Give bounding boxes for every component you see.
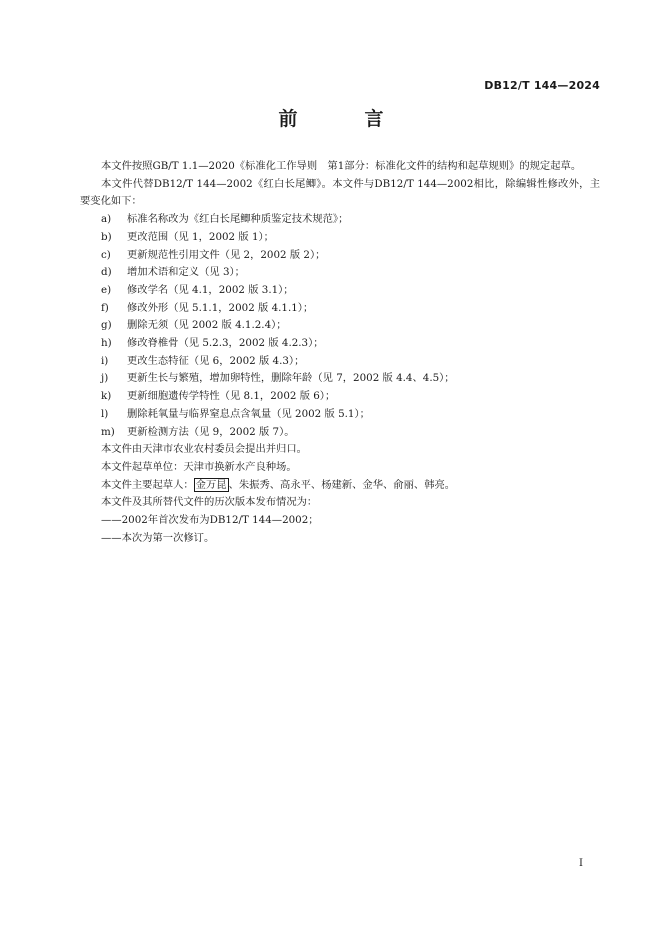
list-marker: d) — [101, 266, 112, 279]
list-item — [80, 406, 600, 424]
paragraph-proposer: 本文件由天津市农业农村委员会提出并归口。 — [101, 443, 307, 456]
changes-list — [80, 211, 600, 441]
list-item-text: 修改学名（见 4.1，2002 版 3.1）； — [127, 283, 294, 296]
list-item — [80, 424, 600, 442]
list-item-text: 删除耗氧量与临界窒息点含氧量（见 2002 版 5.1）； — [127, 407, 370, 420]
list-item-text: 更新生长与繁殖，增加卵特性，删除年龄（见 7，2002 版 4.4、4.5）； — [127, 372, 455, 385]
list-item-text: 标准名称改为《红白长尾鲫种质鉴定技术规范》； — [127, 213, 349, 226]
list-marker: m) — [101, 425, 115, 438]
list-marker: l) — [101, 407, 109, 420]
list-marker: c) — [101, 248, 111, 261]
list-marker: e) — [101, 283, 112, 296]
paragraph-history-current: ——本次为第一次修订。 — [101, 531, 215, 544]
list-item-text: 删除无须（见 2002 版 4.1.2.4）； — [127, 319, 287, 332]
list-item — [80, 335, 600, 353]
list-marker: a) — [101, 213, 112, 226]
list-marker: j) — [101, 372, 109, 385]
list-item — [80, 370, 600, 388]
list-item — [80, 300, 600, 318]
list-item — [80, 211, 600, 229]
list-item-text: 修改外形（见 5.1.1，2002 版 4.1.1）； — [127, 301, 314, 314]
list-item-text: 更新检测方法（见 9，2002 版 7）。 — [127, 425, 295, 438]
list-item-text: 更新细胞遗传学特性（见 8.1，2002 版 6）； — [127, 390, 336, 403]
list-item-text: 增加术语和定义（见 3）； — [127, 266, 245, 279]
paragraph-replacement: 本文件代替DB12/T 144—2002《红白长尾鲫》。本文件与DB12/T 144—2002相比，除编辑性修改外，主要变化如下： — [80, 177, 600, 208]
list-marker: g) — [101, 319, 112, 332]
list-item-text: 修改脊椎骨（见 5.2.3，2002 版 4.2.3）； — [127, 337, 324, 350]
list-item-text: 更改生态特征（见 6，2002 版 4.3）； — [127, 354, 305, 367]
list-item-text: 更新规范性引用文件（见 2，2002 版 2）； — [127, 248, 326, 261]
document-code: DB12/T 144—2024 — [484, 79, 600, 92]
list-item — [80, 317, 600, 335]
paragraph-history-intro: 本文件及其所替代文件的历次版本发布情况为： — [101, 496, 318, 509]
drafters-rest: 、朱振秀、高永平、杨建新、金华、俞丽、韩亮。 — [228, 478, 456, 491]
list-item — [80, 388, 600, 406]
drafters-prefix: 本文件主要起草人： — [101, 478, 194, 491]
page-number: I — [579, 858, 583, 869]
foreword-body — [80, 158, 600, 547]
paragraph-drafters — [80, 477, 600, 495]
list-item — [80, 264, 600, 282]
list-item — [80, 229, 600, 247]
highlighted-drafter-name: 金万昆 — [195, 478, 227, 491]
paragraph-drafting-unit: 本文件起草单位：天津市换新水产良种场。 — [101, 460, 297, 473]
paragraph-standard-basis: 本文件按照GB/T 1.1—2020《标准化工作导则 第1部分：标准化文件的结构和起草规则》的规定起草。 — [101, 160, 582, 172]
page-title: 前 言 — [278, 108, 408, 130]
list-marker: f) — [101, 301, 109, 314]
list-marker: h) — [101, 337, 112, 350]
list-item-text: 更改范围（见 1，2002 版 1）； — [127, 230, 274, 243]
paragraph-history-first: ——2002年首次发布为DB12/T 144—2002； — [101, 514, 319, 527]
list-marker: b) — [101, 230, 112, 243]
list-marker: k) — [101, 390, 112, 403]
list-item — [80, 282, 600, 300]
list-item — [80, 353, 600, 371]
list-item — [80, 247, 600, 265]
list-marker: i) — [101, 354, 109, 367]
